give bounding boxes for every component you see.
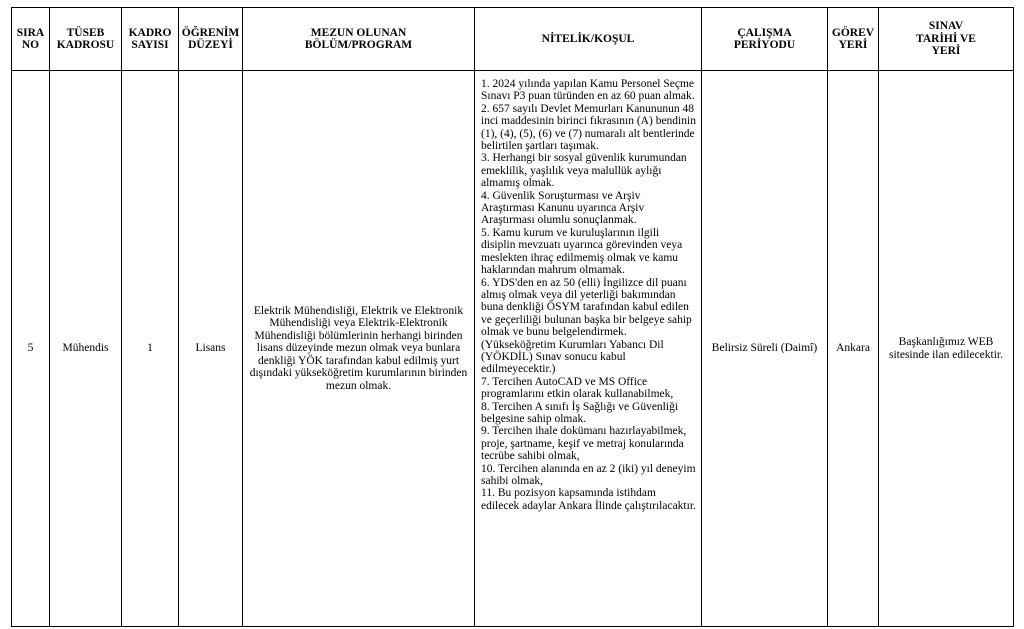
condition-item: 8. Tercihen A sınıfı İş Sağlığı ve Güvenliği belgesine sahip olmak. (481, 400, 679, 425)
condition-item: 10. Tercihen alanında en az 2 (iki) yıl deneyim sahibi olmak, (481, 462, 696, 487)
condition-item: 7. Tercihen AutoCAD ve MS Office programlarını etkin olarak kullanabilmek, (481, 375, 674, 401)
header-tuseb-kadrosu: TÜSEB KADROSU (50, 8, 122, 71)
job-listing-table (11, 7, 1014, 627)
condition-item: 5. Kamu kurum ve kuruluşlarının ilgili disiplin mevzuatı uyarınca görevinden veya meslekten ihraç edilmemiş olmak ve kamu haklarından mahrum olmamak. (481, 226, 683, 277)
cell-sira-no: 5 (12, 71, 50, 627)
header-sira-no: SIRA NO (12, 8, 50, 71)
header-gorev-yeri: GÖREV YERİ (828, 8, 879, 71)
cell-kadro: Mühendis (50, 71, 122, 627)
header-ogrenim-duzeyi: ÖĞRENİM DÜZEYİ (179, 8, 243, 71)
header-calisma-periyodu: ÇALIŞMA PERİYODU (702, 8, 828, 71)
table-row (12, 71, 1014, 627)
header-sinav-tarihi-yeri: SINAV TARİHİ VE YERİ (879, 8, 1014, 71)
header-mezun-olunan-bolum: MEZUN OLUNAN BÖLÜM/PROGRAM (243, 8, 475, 71)
condition-item: 3. Herhangi bir sosyal güvenlik kurumundan emeklilik, yaşlılık veya malullük aylığı almamış olmak. (481, 152, 687, 190)
condition-item: 6. YDS'den en az 50 (elli) İngilizce dil puanı almış olmak veya dil yeterliği bakımından buna denkliği ÖSYM tarafından kabul edilen ve geçerliliği bulunan başka bir belgeye sahip olmak ve bunu belgelendirmek. (Yükseköğretim Kurumları Yabancı Dil (YÖKDİL) Sınav sonucu kabul edilmeyecektir.) (481, 276, 692, 376)
cell-kadro-sayisi: 1 (122, 71, 179, 627)
cell-gorev-yeri: Ankara (828, 71, 879, 627)
condition-item: 11. Bu pozisyon kapsamında istihdam edilecek adaylar Ankara İlinde çalıştırılacaktır. (481, 487, 696, 512)
cell-sinav-tarihi-yeri: Başkanlığımız WEB sitesinde ilan edilecektir. (879, 71, 1014, 627)
condition-item: 9. Tercihen ihale dokümanı hazırlayabilmek, proje, şartname, keşif ve metraj konularında tecrübe sahibi olmak, (481, 425, 687, 463)
cell-calisma-periyodu: Belirsiz Süreli (Daimî) (702, 71, 828, 627)
cell-nitelik-kosul (475, 71, 702, 627)
condition-item: 1. 2024 yılında yapılan Kamu Personel Seçme Sınavı P3 puan türünden en az 60 puan almak. (481, 78, 695, 103)
condition-item: 4. Güvenlik Soruşturması ve Arşiv Araştırması Kanunu uyarınca Arşiv Araştırması olumlu sonuçlanmak. (481, 189, 645, 227)
header-kadro-sayisi: KADRO SAYISI (122, 8, 179, 71)
cell-ogrenim-duzeyi: Lisans (179, 71, 243, 627)
job-listing-table-wrapper (11, 7, 1014, 627)
cell-mezun-olunan-bolum: Elektrik Mühendisliği, Elektrik ve Elektronik Mühendisliği veya Elektrik-Elektronik Mühendisliği bölümlerinin herhangi birinden lisans düzeyinde mezun olmak veya bunlara denkliği YÖK tarafından kabul edilmiş yurt dışındaki yükseköğretim kurumlarının birinden mezun olmak. (243, 71, 475, 627)
header-row (12, 8, 1014, 71)
condition-item: 2. 657 sayılı Devlet Memurları Kanununun 48 inci maddesinin birinci fıkrasının (A) bendinin (1), (4), (5), (6) ve (7) numaralı alt bentlerinde belirtilen şartları taşımak. (481, 102, 696, 153)
header-nitelik-kosul: NİTELİK/KOŞUL (475, 8, 702, 71)
